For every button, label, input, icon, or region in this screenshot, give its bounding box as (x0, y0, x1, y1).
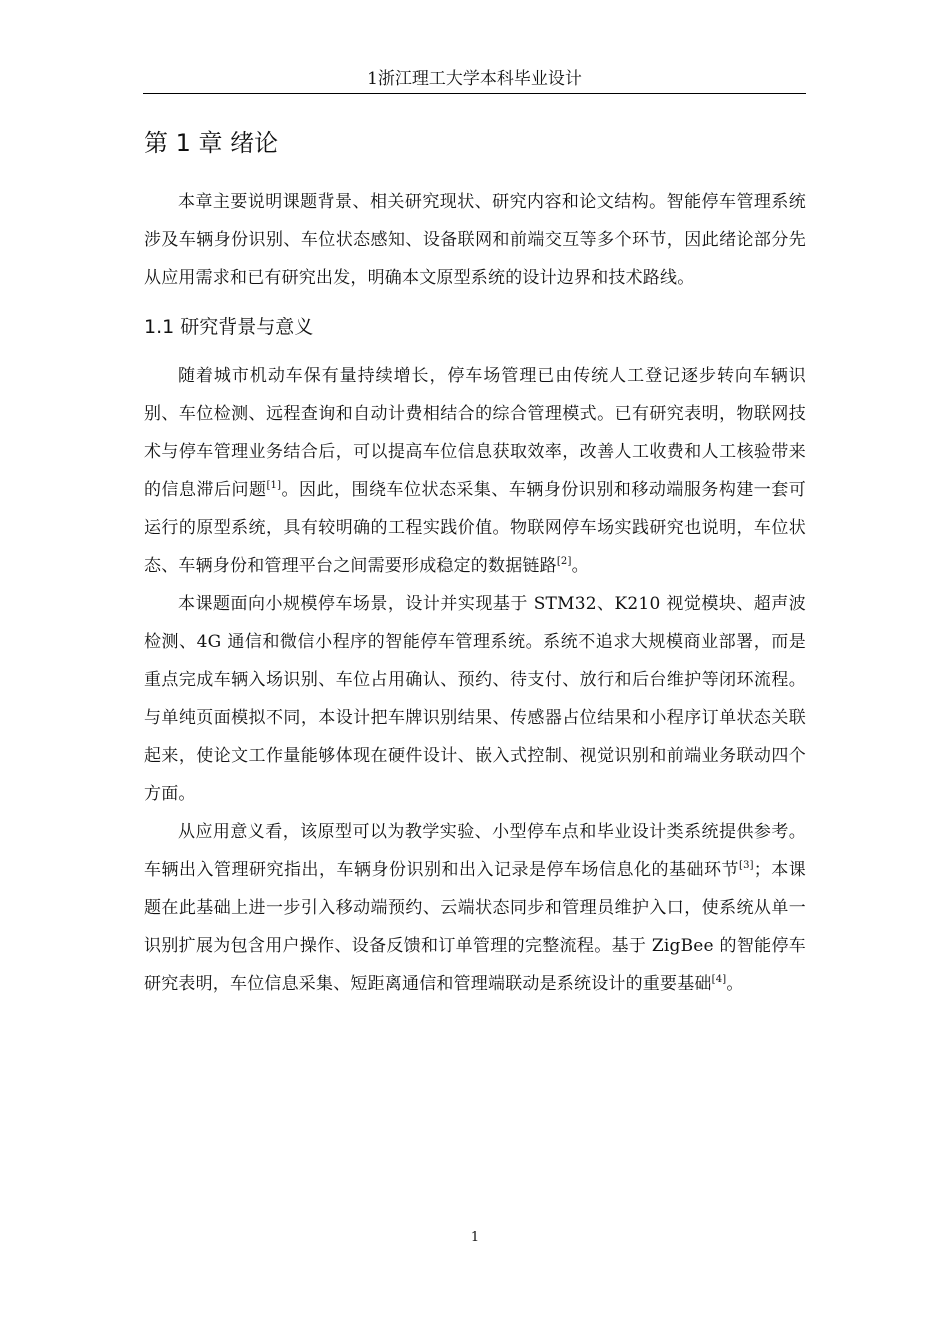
chapter-title: 第 1 章 绪论 (144, 129, 279, 157)
paragraph-text: 。 (726, 974, 744, 994)
paragraph-text: 。因此，围绕车位状态采集、车辆身份识别和移动端服务构建一套可运行的原型系统，具有较明确的工程实践价值。物联网停车场实践研究也说明，车位状态、车辆身份和管理平台之间需要形成稳定的数据链路 (144, 480, 806, 576)
intro-paragraph: 本章主要说明课题背景、相关研究现状、研究内容和论文结构。智能停车管理系统涉及车辆身份识别、车位状态感知、设备联网和前端交互等多个环节，因此绪论部分先从应用需求和已有研究出发，明确本文原型系统的设计边界和技术路线。 (144, 192, 806, 288)
background-paragraph-1 (144, 357, 806, 585)
background-paragraph-3 (144, 813, 806, 1003)
citation-ref: [1] (266, 480, 282, 491)
page-number: 1 (470, 1230, 480, 1245)
paragraph-text: ；本课题在此基础上进一步引入移动端预约、云端状态同步和管理员维护入口，使系统从单一识别扩展为包含用户操作、设备反馈和订单管理的完整流程。基于 ZigBee 的智能停车研究表明，车位信息采集、短距离通信和管理端联动是系统设计的重要基础 (144, 860, 806, 994)
citation-ref: [2] (556, 556, 572, 567)
paragraph-text: 从应用意义看，该原型可以为教学实验、小型停车点和毕业设计类系统提供参考。车辆出入管理研究指出，车辆身份识别和出入记录是停车场信息化的基础环节 (144, 822, 806, 880)
page-content (144, 124, 806, 1003)
citation-ref: [4] (711, 974, 727, 985)
section-title: 1.1 研究背景与意义 (144, 316, 314, 338)
citation-ref: [3] (739, 860, 754, 871)
paragraph-text: 。 (571, 556, 589, 576)
paragraph-text: 随着城市机动车保有量持续增长，停车场管理已由传统人工登记逐步转向车辆识别、车位检测、远程查询和自动计费相结合的综合管理模式。已有研究表明，物联网技术与停车管理业务结合后，可以提高车位信息获取效率，改善人工收费和人工核验带来的信息滞后问题 (144, 366, 806, 500)
background-paragraph-2: 本课题面向小规模停车场景，设计并实现基于 STM32、K210 视觉模块、超声波检测、4G 通信和微信小程序的智能停车管理系统。系统不追求大规模商业部署，而是重点完成车辆入场识别、车位占用确认、预约、待支付、放行和后台维护等闭环流程。与单纯页面模拟不同，本设计把车牌识别结果、传感器占位结果和小程序订单状态关联起来，使论文工作量能够体现在硬件设计、嵌入式控制、视觉识别和前端业务联动四个方面。 (144, 594, 806, 804)
header-rule (143, 93, 806, 94)
page-header: 1浙江理工大学本科毕业设计 (367, 69, 582, 89)
